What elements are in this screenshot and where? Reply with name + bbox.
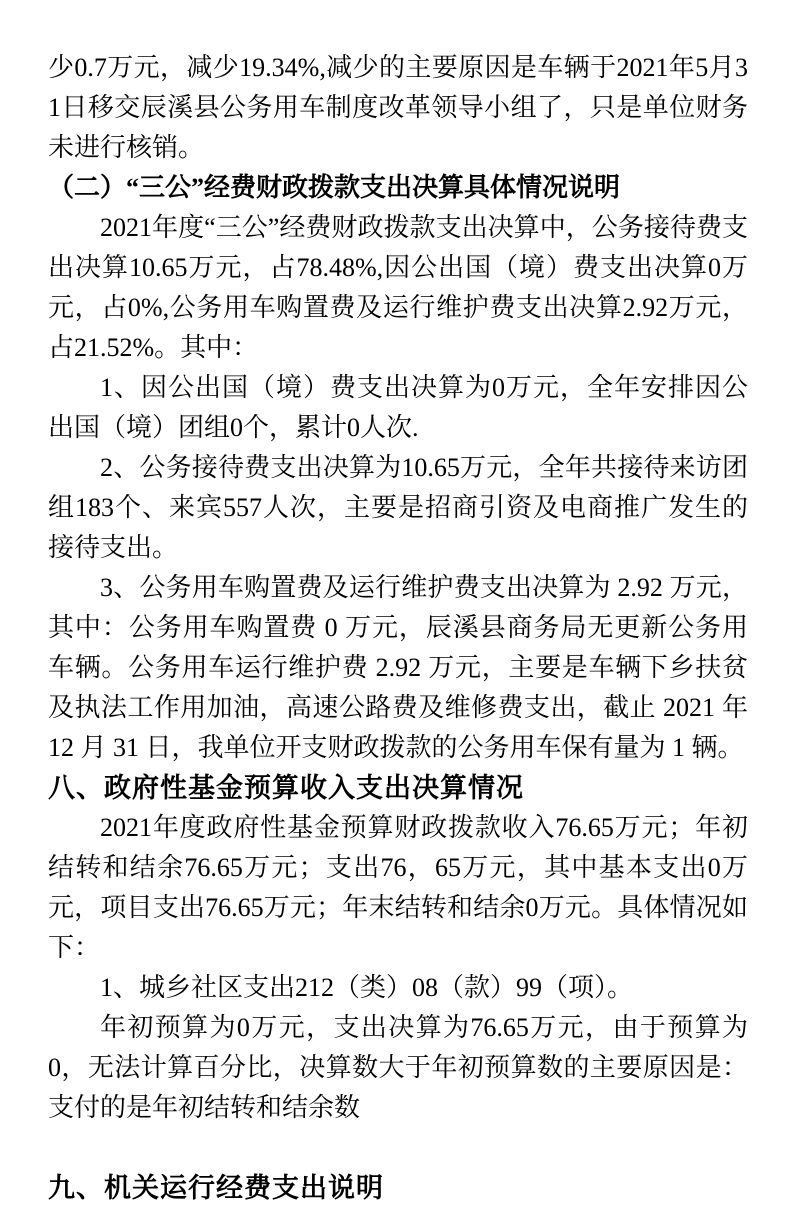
list-item-1-abroad-expense: 1、因公出国（境）费支出决算为0万元，全年安排因公出国（境）团组0个，累计0人次. xyxy=(48,373,748,442)
list-item-2-reception-expense: 2、公务接待费支出决算为10.65万元，全年共接待来访团组183个、来宾557人次，主要是招商引资及电商推广发生的接待支出。 xyxy=(48,453,748,562)
paragraph-budget-variance-explanation: 年初预算为0万元，支出决算为76.65万元，由于预算为0，无法计算百分比，决算数大于年初预算数的主要原因是：支付的是年初结转和结余数 xyxy=(48,1013,748,1122)
subsection-heading-sangong-details: （二）“三公”经费财政拨款支出决算具体情况说明 xyxy=(48,173,621,202)
list-item-3-vehicle-expense: 3、公务用车购置费及运行维护费支出决算为 2.92 万元，其中：公务用车购置费 0 万元，辰溪县商务局无更新公务用车辆。公务用车运行维护费 2.92 万元，主要是车辆下乡扶贫及执法工作用加油，高速公路费及维修费支出，截止 2021 年 12 月 31 日，我单位开支财政拨款的公务用车保有量为 1 辆。 xyxy=(48,573,748,762)
paragraph-carryover-vehicle-transfer: 少0.7万元，减少19.34%,减少的主要原因是车辆于2021年5月31日移交辰溪县公务用车制度改革领导小组了，只是单位财务未进行核销。 xyxy=(48,53,748,162)
paragraph-sangong-summary: 2021年度“三公”经费财政拨款支出决算中，公务接待费支出决算10.65万元，占78.48%,因公出国（境）费支出决算0万元，占0%,公务用车购置费及运行维护费支出决算2.92万元，占21.52%。其中： xyxy=(48,213,748,362)
section-heading-8-government-fund-budget: 八、政府性基金预算收入支出决算情况 xyxy=(48,773,524,803)
list-item-1-urban-rural-community-expense: 1、城乡社区支出212（类）08（款）99（项）。 xyxy=(100,973,634,1002)
section-heading-9-operating-expense: 九、机关运行经费支出说明 xyxy=(48,1173,384,1203)
paragraph-fund-budget-summary: 2021年度政府性基金预算财政拨款收入76.65万元；年初结转和结余76.65万元；支出76，65万元，其中基本支出0万元，项目支出76.65万元；年末结转和结余0万元。具体情况如下： xyxy=(48,813,748,962)
